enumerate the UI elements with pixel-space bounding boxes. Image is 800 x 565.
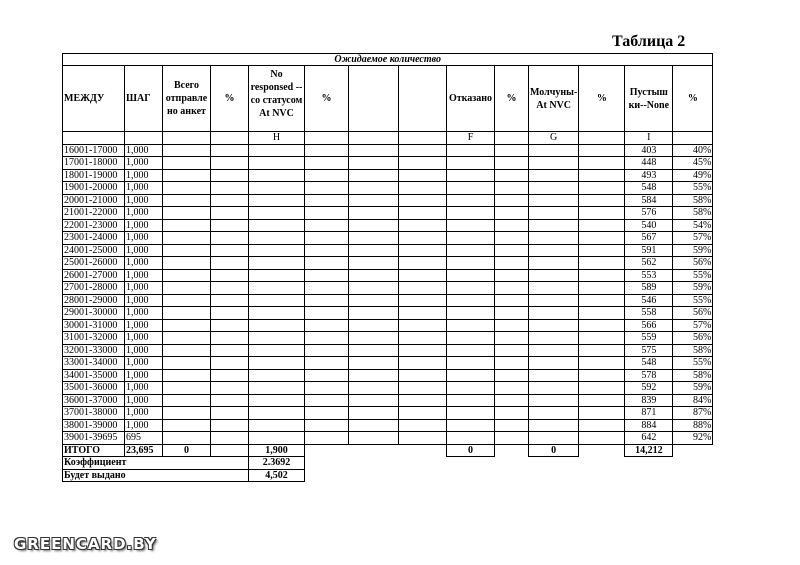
cell-none-pct: 55% xyxy=(673,357,713,370)
letter-f: F xyxy=(447,132,495,145)
cell-none: 575 xyxy=(625,344,673,357)
col-header-no-responsed: No responsed -- со статусом At NVC xyxy=(249,66,305,132)
cell-step: 1,000 xyxy=(125,194,163,207)
cell-step: 1,000 xyxy=(125,369,163,382)
cell-range: 39001-39695 xyxy=(63,432,125,445)
cell-range: 18001-19000 xyxy=(63,169,125,182)
cell-range: 21001-22000 xyxy=(63,207,125,220)
cell-none: 558 xyxy=(625,307,673,320)
table-row xyxy=(63,194,713,207)
cell-range: 16001-17000 xyxy=(63,144,125,157)
cell-step: 1,000 xyxy=(125,257,163,270)
table-row xyxy=(63,219,713,232)
cell-none: 578 xyxy=(625,369,673,382)
cell-none-pct: 40% xyxy=(673,144,713,157)
cell-none-pct: 58% xyxy=(673,194,713,207)
cell-none: 567 xyxy=(625,232,673,245)
cell-range: 36001-37000 xyxy=(63,394,125,407)
cell-none-pct: 59% xyxy=(673,282,713,295)
table-row xyxy=(63,344,713,357)
col-header-pct-2: % xyxy=(305,66,349,132)
page-title: Таблица 2 xyxy=(612,33,686,50)
col-header-mezhdu: МЕЖДУ xyxy=(63,66,125,132)
cell-step: 1,000 xyxy=(125,357,163,370)
watermark-logo: GREENCARD.BY xyxy=(14,535,157,553)
table-row xyxy=(63,432,713,445)
letter-g: G xyxy=(529,132,579,145)
cell-none-pct: 58% xyxy=(673,344,713,357)
cell-none-pct: 57% xyxy=(673,232,713,245)
cell-none: 540 xyxy=(625,219,673,232)
cell-range: 35001-36000 xyxy=(63,382,125,395)
cell-none: 562 xyxy=(625,257,673,270)
letter-i: I xyxy=(625,132,673,145)
cell-step: 1,000 xyxy=(125,269,163,282)
cell-step: 1,000 xyxy=(125,157,163,170)
totals-refused: 0 xyxy=(447,444,495,457)
table-row xyxy=(63,369,713,382)
table-row xyxy=(63,332,713,345)
cell-range: 17001-18000 xyxy=(63,157,125,170)
table-row xyxy=(63,294,713,307)
header-row xyxy=(63,66,713,132)
cell-step: 1,000 xyxy=(125,407,163,420)
cell-none-pct: 58% xyxy=(673,369,713,382)
cell-none: 566 xyxy=(625,319,673,332)
cell-none-pct: 55% xyxy=(673,182,713,195)
cell-none: 493 xyxy=(625,169,673,182)
col-header-pct-1: % xyxy=(211,66,249,132)
table-row xyxy=(63,257,713,270)
cell-step: 1,000 xyxy=(125,144,163,157)
cell-none: 559 xyxy=(625,332,673,345)
cell-step: 1,000 xyxy=(125,394,163,407)
cell-none-pct: 57% xyxy=(673,319,713,332)
cell-step: 1,000 xyxy=(125,294,163,307)
cell-none-pct: 56% xyxy=(673,332,713,345)
to-issue-label: Будет выдано xyxy=(63,469,249,482)
cell-step: 1,000 xyxy=(125,282,163,295)
cell-step: 1,000 xyxy=(125,419,163,432)
cell-none-pct: 92% xyxy=(673,432,713,445)
table-row xyxy=(63,182,713,195)
totals-silent: 0 xyxy=(529,444,579,457)
cell-none: 642 xyxy=(625,432,673,445)
cell-none: 548 xyxy=(625,357,673,370)
cell-step: 1,000 xyxy=(125,232,163,245)
cell-none: 884 xyxy=(625,419,673,432)
cell-range: 24001-25000 xyxy=(63,244,125,257)
cell-step: 1,000 xyxy=(125,182,163,195)
cell-step: 1,000 xyxy=(125,219,163,232)
cell-none-pct: 49% xyxy=(673,169,713,182)
table-row xyxy=(63,157,713,170)
cell-range: 27001-28000 xyxy=(63,282,125,295)
cell-range: 34001-35000 xyxy=(63,369,125,382)
to-issue-value: 4,502 xyxy=(249,469,305,482)
table-row xyxy=(63,144,713,157)
cell-none: 592 xyxy=(625,382,673,395)
cell-none: 546 xyxy=(625,294,673,307)
col-header-shag: ШАГ xyxy=(125,66,163,132)
col-header-silent: Молчуны-At NVC xyxy=(529,66,579,132)
cell-range: 31001-32000 xyxy=(63,332,125,345)
coefficient-value: 2.3692 xyxy=(249,457,305,470)
cell-none: 871 xyxy=(625,407,673,420)
cell-range: 20001-21000 xyxy=(63,194,125,207)
cell-none: 591 xyxy=(625,244,673,257)
cell-none: 584 xyxy=(625,194,673,207)
col-header-total-sent: Всего отправле но анкет xyxy=(163,66,211,132)
letter-row xyxy=(63,132,713,145)
col-header-empty-none: Пустыш ки--None xyxy=(625,66,673,132)
cell-none-pct: 54% xyxy=(673,219,713,232)
cell-step: 1,000 xyxy=(125,244,163,257)
totals-label: ИТОГО xyxy=(63,444,125,457)
cell-step: 1,000 xyxy=(125,307,163,320)
cell-none-pct: 55% xyxy=(673,269,713,282)
cell-step: 1,000 xyxy=(125,207,163,220)
col-header-refused: Отказано xyxy=(447,66,495,132)
cell-none: 839 xyxy=(625,394,673,407)
cell-step: 1,000 xyxy=(125,319,163,332)
table-row xyxy=(63,357,713,370)
table-row xyxy=(63,382,713,395)
table-row xyxy=(63,307,713,320)
cell-none-pct: 84% xyxy=(673,394,713,407)
cell-range: 28001-29000 xyxy=(63,294,125,307)
cell-none-pct: 59% xyxy=(673,244,713,257)
cell-step: 1,000 xyxy=(125,169,163,182)
cell-none: 553 xyxy=(625,269,673,282)
cell-range: 38001-39000 xyxy=(63,419,125,432)
cell-none-pct: 55% xyxy=(673,294,713,307)
totals-row xyxy=(63,444,713,457)
table-row xyxy=(63,394,713,407)
coefficient-label: Коэффициент xyxy=(63,457,249,470)
band-row xyxy=(63,54,713,66)
cell-none-pct: 56% xyxy=(673,307,713,320)
table-row xyxy=(63,269,713,282)
cell-none-pct: 45% xyxy=(673,157,713,170)
col-header-blank-2 xyxy=(399,66,447,132)
cell-none: 548 xyxy=(625,182,673,195)
totals-no-responsed: 1,900 xyxy=(249,444,305,457)
table-row xyxy=(63,207,713,220)
cell-range: 19001-20000 xyxy=(63,182,125,195)
table-row xyxy=(63,319,713,332)
totals-none: 14,212 xyxy=(625,444,673,457)
cell-range: 37001-38000 xyxy=(63,407,125,420)
table-row xyxy=(63,232,713,245)
totals-sent: 0 xyxy=(163,444,211,457)
cell-none: 589 xyxy=(625,282,673,295)
cell-none-pct: 56% xyxy=(673,257,713,270)
cell-none: 403 xyxy=(625,144,673,157)
expected-count-table xyxy=(62,53,713,482)
cell-none-pct: 87% xyxy=(673,407,713,420)
cell-none: 576 xyxy=(625,207,673,220)
cell-range: 22001-23000 xyxy=(63,219,125,232)
cell-step: 1,000 xyxy=(125,382,163,395)
col-header-pct-3: % xyxy=(495,66,529,132)
cell-range: 32001-33000 xyxy=(63,344,125,357)
letter-h: H xyxy=(249,132,305,145)
cell-none-pct: 58% xyxy=(673,207,713,220)
cell-step: 695 xyxy=(125,432,163,445)
col-header-pct-5: % xyxy=(673,66,713,132)
table-row xyxy=(63,169,713,182)
col-header-pct-4: % xyxy=(579,66,625,132)
cell-none-pct: 88% xyxy=(673,419,713,432)
band-header: Ожидаемое количество xyxy=(63,54,713,66)
cell-range: 33001-34000 xyxy=(63,357,125,370)
table-row xyxy=(63,244,713,257)
totals-step: 23,695 xyxy=(125,444,163,457)
table-row xyxy=(63,282,713,295)
cell-step: 1,000 xyxy=(125,344,163,357)
col-header-blank-1 xyxy=(349,66,399,132)
coefficient-row xyxy=(63,457,713,470)
cell-none: 448 xyxy=(625,157,673,170)
to-issue-row xyxy=(63,469,713,482)
cell-range: 26001-27000 xyxy=(63,269,125,282)
cell-none-pct: 59% xyxy=(673,382,713,395)
cell-range: 29001-30000 xyxy=(63,307,125,320)
table-row xyxy=(63,407,713,420)
cell-step: 1,000 xyxy=(125,332,163,345)
cell-range: 23001-24000 xyxy=(63,232,125,245)
table-row xyxy=(63,419,713,432)
cell-range: 25001-26000 xyxy=(63,257,125,270)
cell-range: 30001-31000 xyxy=(63,319,125,332)
